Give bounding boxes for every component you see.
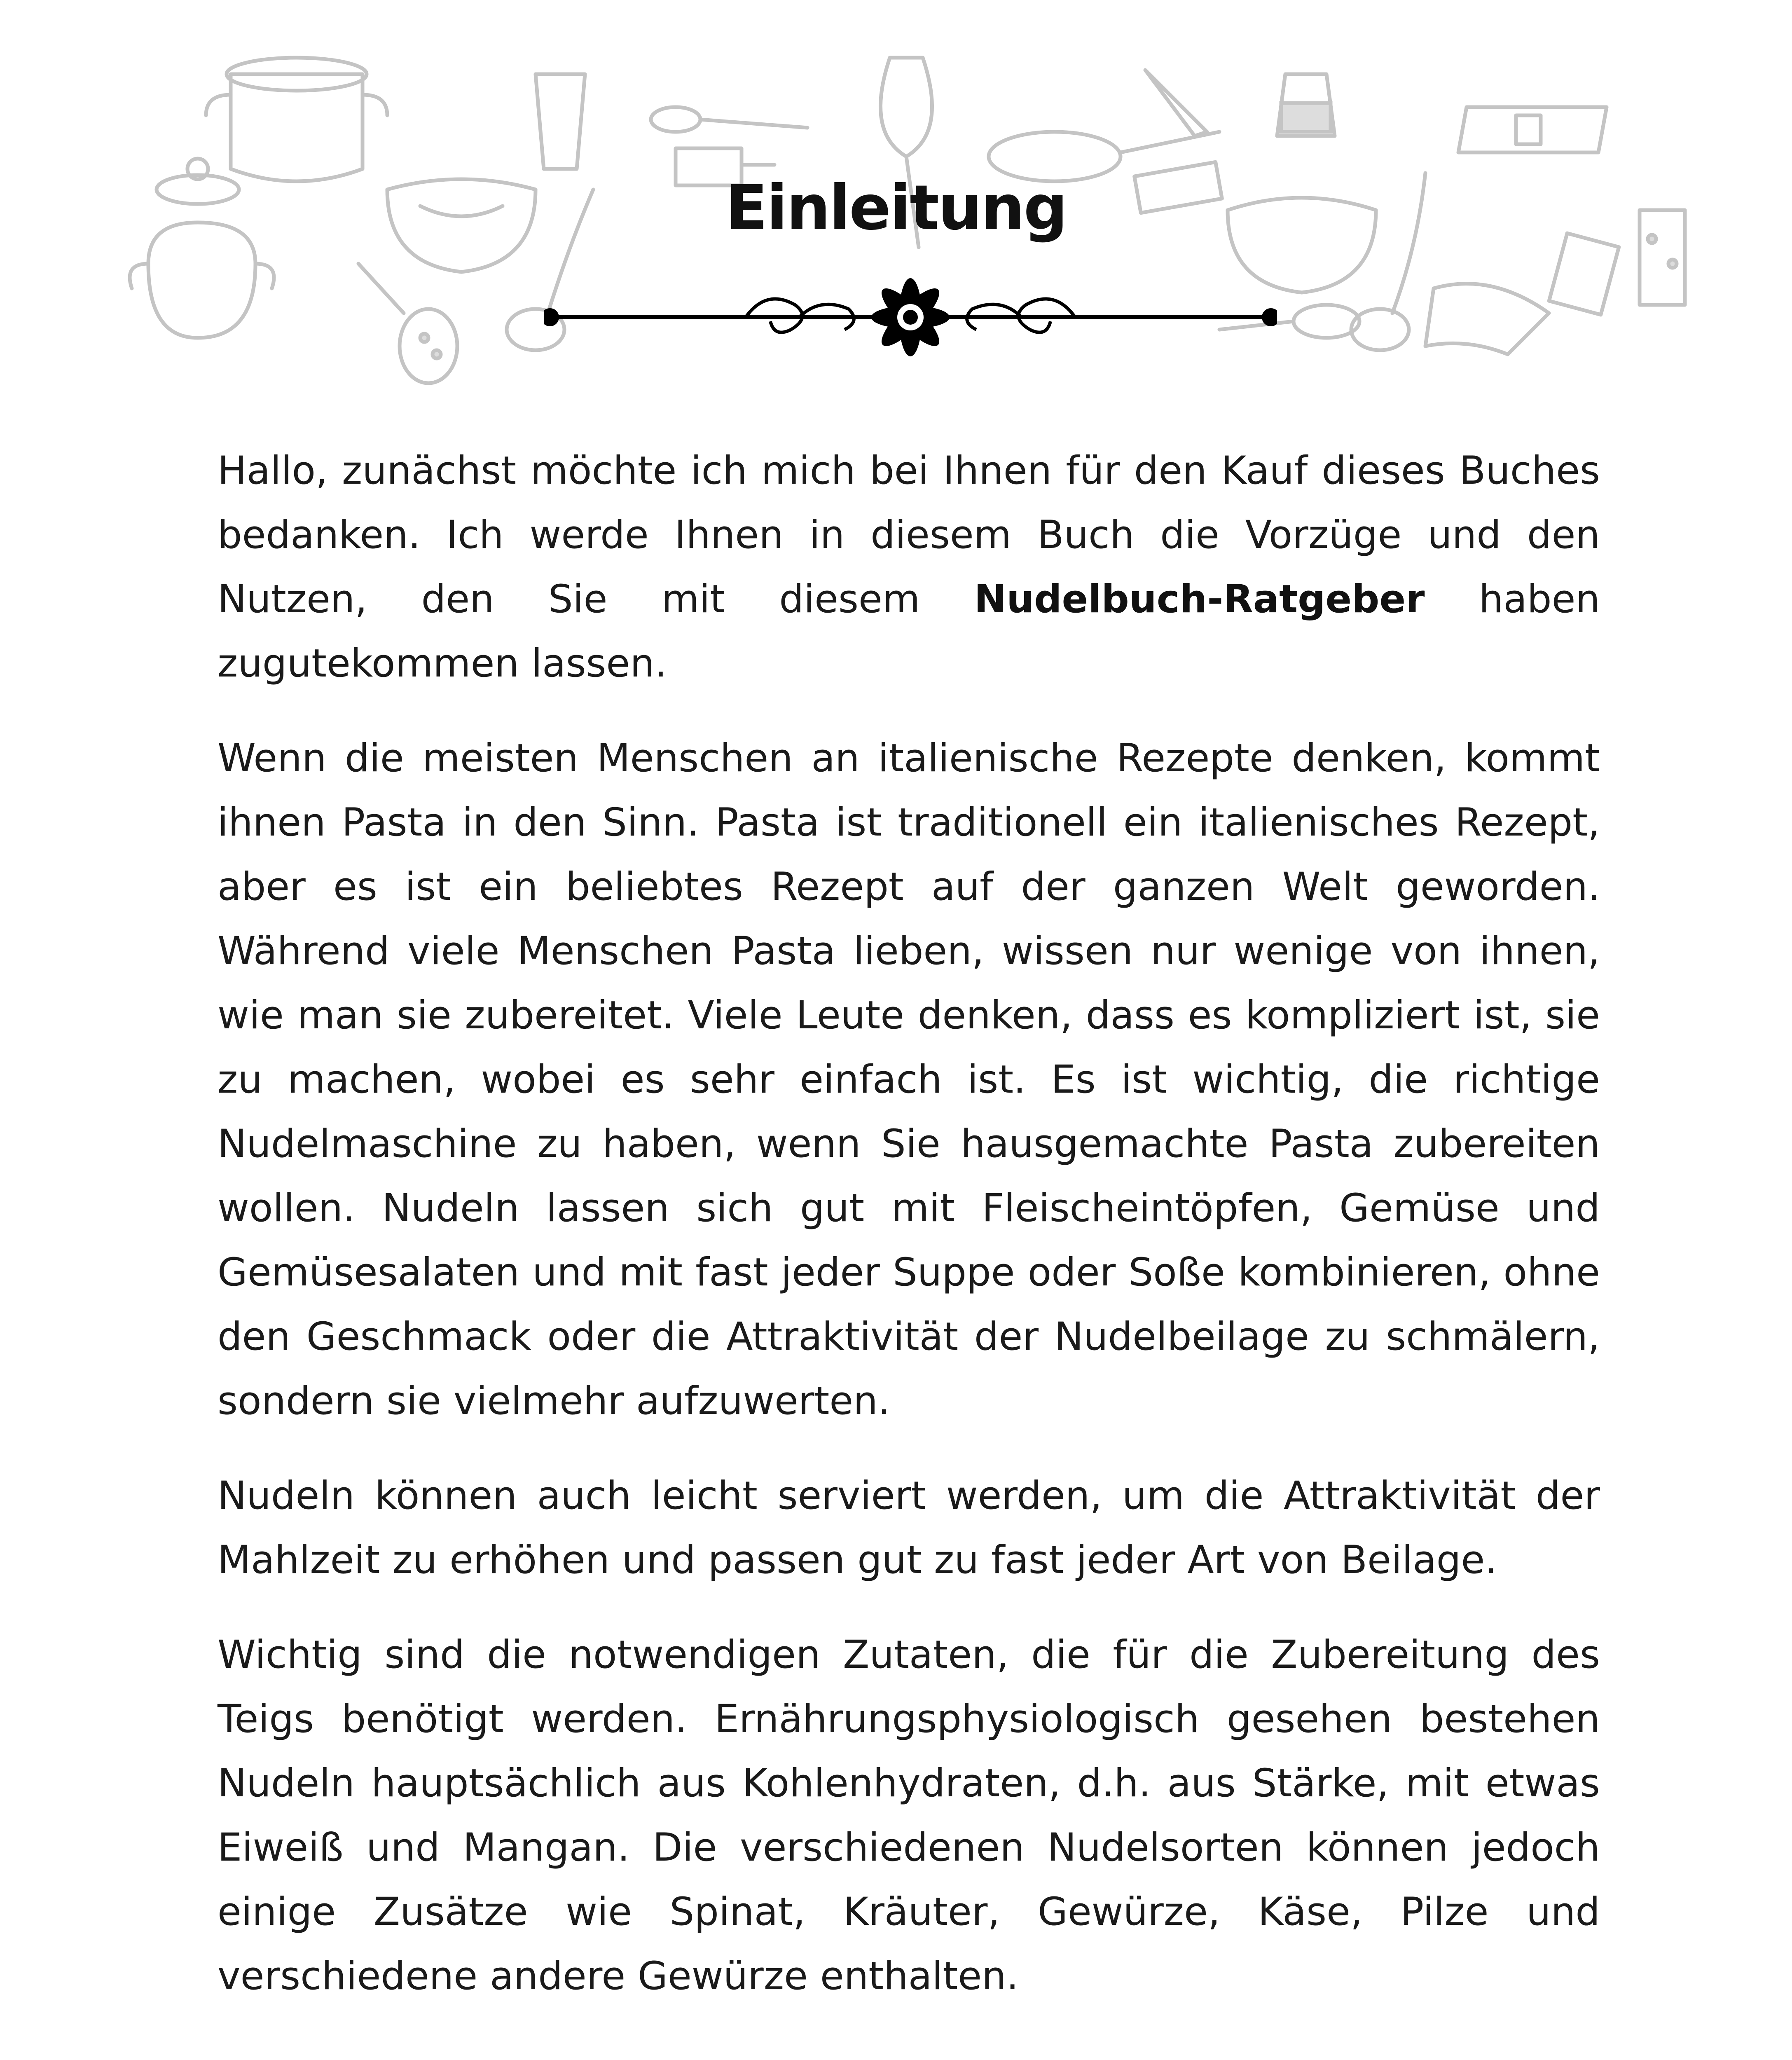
paragraph-text: Hallo, zunächst möchte ich mich bei Ihnen für den Kauf dieses Buches bedanken. Ich werde Ihnen in diesem Buch die Vorzüge und den Nutzen, den Sie mit diesem bbox=[218, 448, 1600, 622]
paragraph-text: haben zugutekommen lassen. bbox=[218, 577, 1600, 686]
page-title: Einleitung bbox=[725, 172, 1067, 244]
paragraph-intro bbox=[218, 439, 1600, 696]
pitcher-icon bbox=[1277, 74, 1335, 136]
skimmer-icon bbox=[358, 264, 457, 383]
belt-icon bbox=[1458, 107, 1607, 152]
paragraph-pasta: Wenn die meisten Menschen an italienische Rezepte denken, kommt ihnen Pasta in den Sinn. Pasta ist traditionell ein italienisches Rezept, aber es ist ein beliebtes Rezept auf der ganzen Welt geworden. Während viele Menschen Pasta lieben, wissen nur wenige von ihnen, wie man sie zubereitet. Viele Leute denken, dass es kompliziert ist, sie zu machen, wobei es sehr einfach ist. Es ist wichtig, die richtige Nudelmaschine zu haben, wenn Sie hausgemachte Pasta zubereiten wollen. Nudeln lassen sich gut mit Fleischeintöpfen, Gemüse und Gemüsesalaten und mit fast jeder Suppe oder Soße kombinieren, ohne den Geschmack oder die Attraktivität der Nudelbeilage zu schmälern, sondern sie vielmehr aufzuwerten. bbox=[218, 736, 1600, 1423]
spoon-icon bbox=[651, 107, 807, 132]
bold-book-title: Nudelbuch-Ratgeber bbox=[974, 577, 1425, 622]
cooking-pot-icon bbox=[206, 58, 387, 181]
paragraph-ingredients: Wichtig sind die notwendigen Zutaten, die für die Zubereitung des Teigs benötigt werden. Ernährungsphysiologisch gesehen bestehen Nudeln hauptsächlich aus Kohlenhydraten, d.h. aus Stärke, mit etwas Eiweiß und Mangan. Die verschiedenen Nudelsorten können jedoch einige Zusätze wie Spinat, Kräuter, Gewürze, Käse, Pilze und verschiedene andere Gewürze enthalten. bbox=[218, 1632, 1600, 1999]
flower-ornament-icon bbox=[544, 272, 1277, 363]
glass-icon bbox=[536, 74, 585, 169]
paragraph-serving: Nudeln können auch leicht serviert werden, um die Attraktivität der Mahlzeit zu erhöhen und passen gut zu fast jeder Art von Beilage. bbox=[218, 1473, 1600, 1582]
calculator-icon bbox=[1549, 233, 1619, 315]
towel-icon bbox=[1425, 284, 1549, 354]
knife-icon bbox=[1145, 70, 1207, 136]
body-text bbox=[218, 439, 1600, 2039]
